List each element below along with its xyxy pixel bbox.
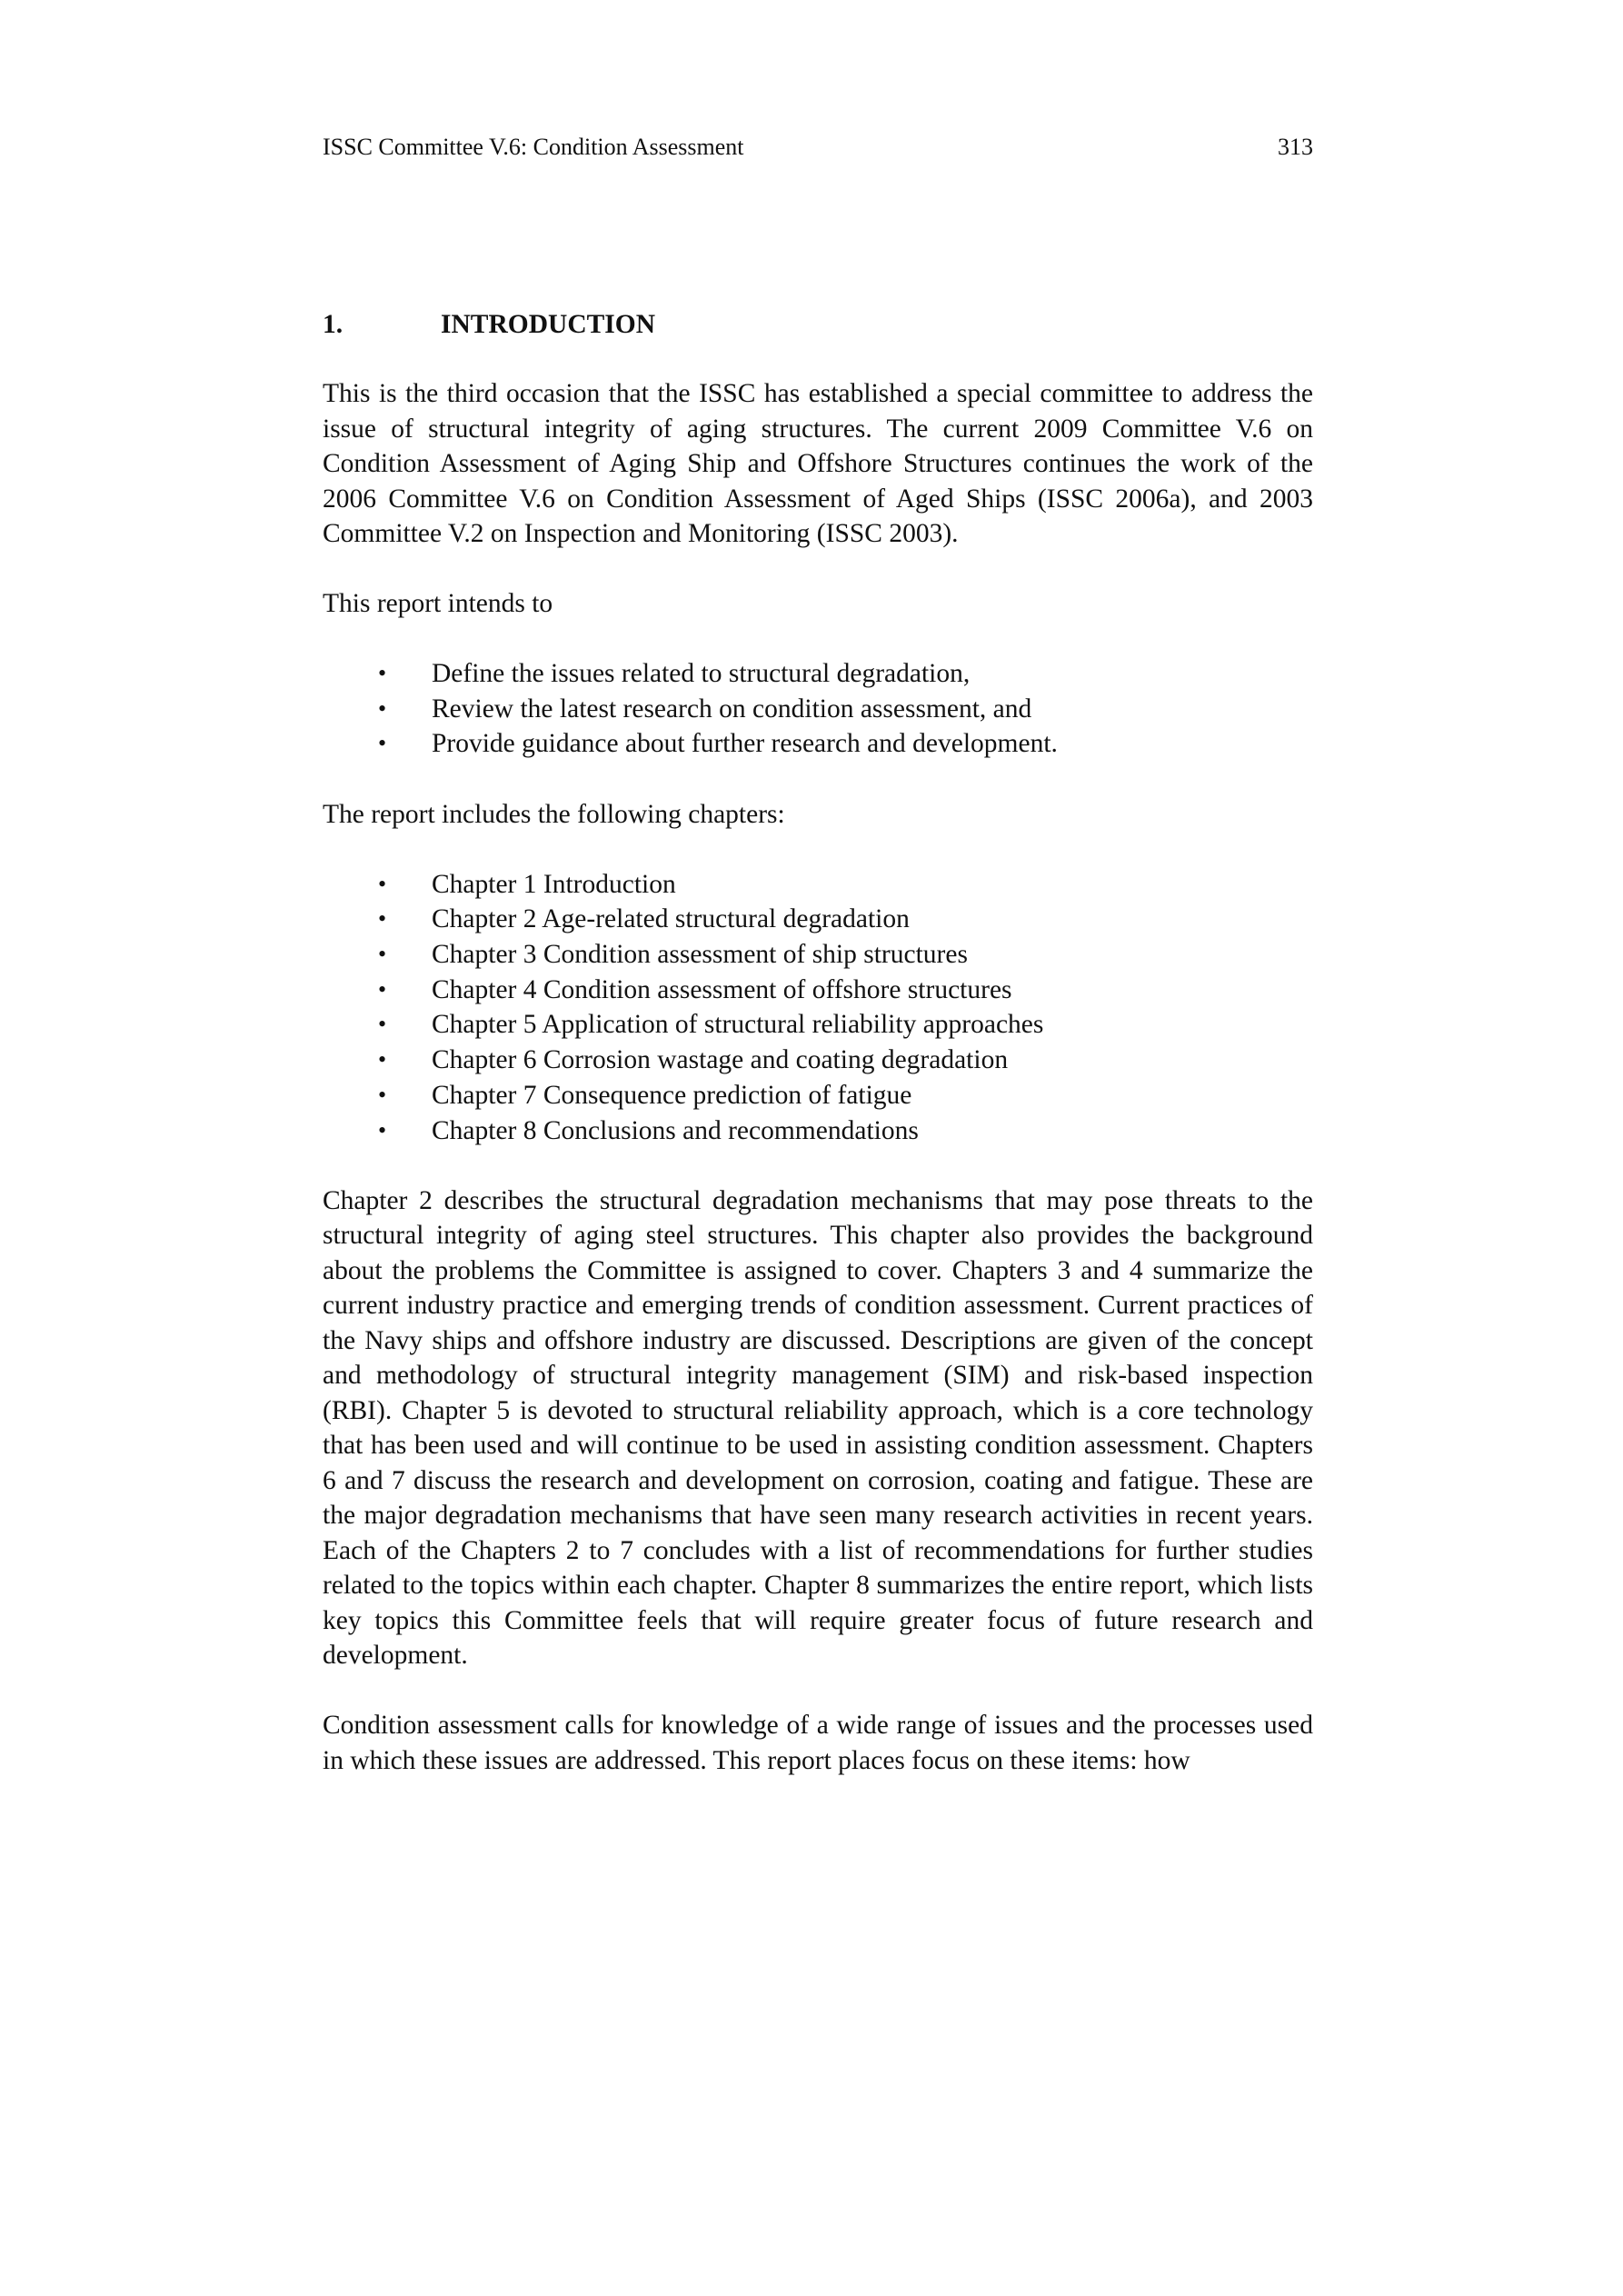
page-content (323, 307, 1313, 1813)
section-number: 1. (323, 310, 344, 339)
list-item (323, 1078, 1313, 1113)
list-item-text: Define the issues related to structural degradation, (432, 659, 971, 688)
bullet-icon: • (378, 1046, 387, 1073)
list-item-text: Chapter 3 Condition assessment of ship structures (432, 940, 968, 970)
bullet-icon: • (378, 905, 387, 933)
list-item (323, 1113, 1313, 1149)
bullet-icon: • (378, 694, 387, 722)
list-item (323, 1007, 1313, 1043)
list-item (323, 973, 1313, 1008)
list-item-text: Chapter 1 Introduction (432, 869, 676, 899)
bullet-icon: • (378, 1116, 387, 1143)
bullet-icon: • (378, 1081, 387, 1108)
list-item (323, 867, 1313, 903)
intent-list (323, 656, 1313, 762)
bullet-icon: • (378, 941, 387, 968)
section-title: INTRODUCTION (441, 310, 656, 339)
list-item-text: Chapter 4 Condition assessment of offshore structures (432, 974, 1012, 1004)
list-item (323, 656, 1313, 692)
list-item-text: Chapter 6 Corrosion wastage and coating degradation (432, 1045, 1009, 1075)
list-item (323, 692, 1313, 727)
bullet-icon: • (378, 730, 387, 757)
bullet-icon: • (378, 1011, 387, 1038)
list-item-text: Chapter 2 Age-related structural degradation (432, 904, 910, 934)
list-item (323, 1043, 1313, 1078)
list-item-text: Provide guidance about further research and development. (432, 729, 1058, 759)
page-number: 313 (1278, 134, 1313, 160)
chapter-summary-paragraph: Chapter 2 describes the structural degradation mechanisms that may pose threats to the structural integrity of aging steel structures. This chapter also provides the background about the problems the Committee is assigned to cover. Chapters 3 and 4 summarize the current industry practice and emerging trends of condition assessment. Current practices of the Navy ships and offshore industry are discussed. Descriptions are given of the concept and methodology of structural integrity management (SIM) and risk-based inspection (RBI). Chapter 5 is devoted to structural reliability approach, which is a core technology that has been used and will continue to be used in assisting condition assessment. Chapters 6 and 7 discuss the research and development on corrosion, coating and fatigue. These are the major degradation mechanisms that have seen many research activities in recent years. Each of the Chapters 2 to 7 concludes with a list of recommendations for further studies related to the topics within each chapter. Chapter 8 summarizes the entire report, which lists key topics this Committee feels that will require greater focus of future research and development. (323, 1185, 1313, 1671)
list-item-text: Review the latest research on condition assessment, and (432, 694, 1032, 724)
intent-lead-in: This report intends to (323, 589, 553, 618)
section-heading (323, 307, 1313, 342)
list-item-text: Chapter 8 Conclusions and recommendations (432, 1115, 919, 1145)
bullet-icon: • (378, 870, 387, 897)
running-header (323, 132, 1313, 163)
bullet-icon: • (378, 660, 387, 686)
condition-assessment-paragraph: Condition assessment calls for knowledge of a wide range of issues and the processes used in which these issues are addressed. This report places focus on these items: how (323, 1711, 1313, 1775)
chapter-list (323, 867, 1313, 1149)
chapters-lead-in: The report includes the following chapters: (323, 799, 785, 829)
intro-paragraph: This is the third occasion that the ISSC has established a special committee to address the issue of structural integrity of aging structures. The current 2009 Committee V.6 on Condition Assessment of Aging Ship and Offshore Structures continues the work of the 2006 Committee V.6 on Condition Assessment of Aged Ships (ISSC 2006a), and 2003 Committee V.2 on Inspection and Monitoring (ISSC 2003). (323, 379, 1313, 548)
bullet-icon: • (378, 975, 387, 1003)
list-item (323, 937, 1313, 973)
running-title: ISSC Committee V.6: Condition Assessment (323, 134, 744, 160)
list-item-text: Chapter 7 Consequence prediction of fatigue (432, 1080, 912, 1110)
list-item (323, 726, 1313, 762)
list-item-text: Chapter 5 Application of structural reliability approaches (432, 1010, 1044, 1040)
list-item (323, 902, 1313, 937)
